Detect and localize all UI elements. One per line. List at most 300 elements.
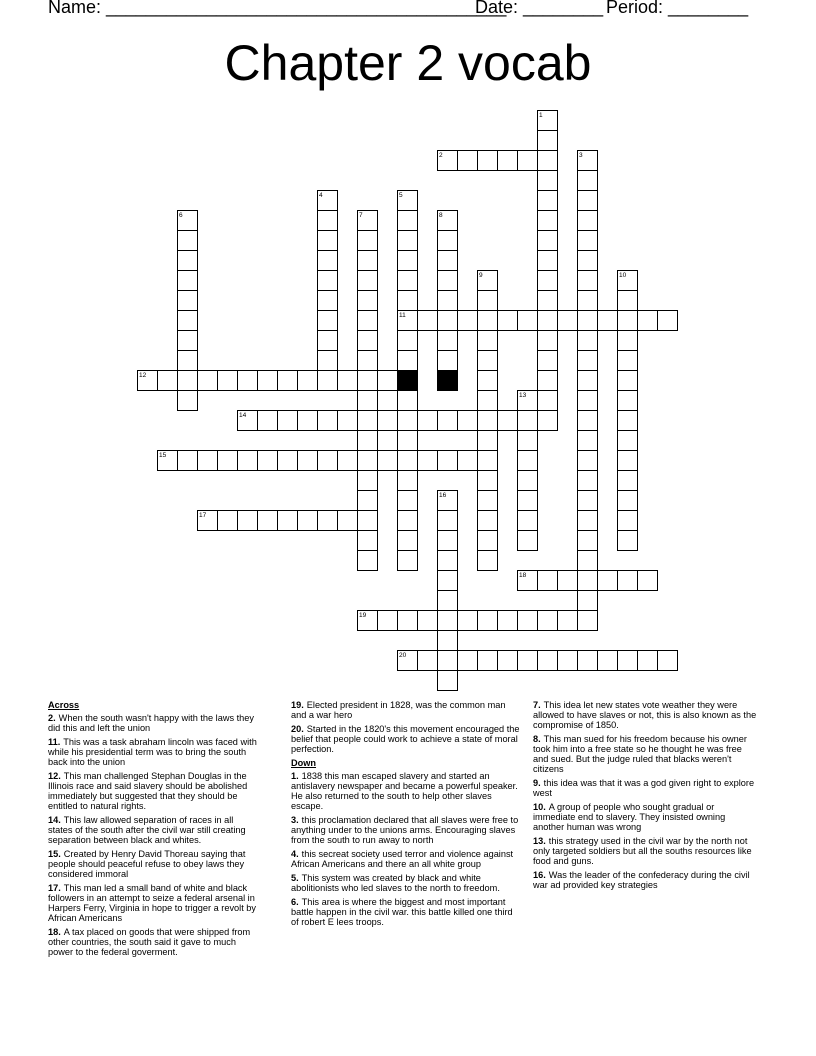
crossword-cell[interactable] (518, 451, 538, 471)
crossword-cell[interactable] (358, 311, 378, 331)
crossword-cell[interactable] (578, 591, 598, 611)
crossword-cell[interactable] (478, 531, 498, 551)
crossword-cell[interactable] (318, 331, 338, 351)
crossword-clue-number: 16 (439, 492, 447, 499)
crossword-cell[interactable] (178, 311, 198, 331)
clue-number: 2. (48, 713, 56, 723)
period-field[interactable]: Period: ________ (606, 0, 749, 17)
crossword-cell[interactable] (278, 511, 298, 531)
clue-number: 9. (533, 778, 541, 788)
crossword-cell[interactable] (358, 511, 378, 531)
crossword-cell[interactable] (538, 131, 558, 151)
crossword-cell[interactable] (538, 311, 558, 331)
crossword-cell[interactable] (438, 291, 458, 311)
crossword-cell[interactable] (438, 531, 458, 551)
crossword-cell[interactable] (358, 211, 378, 231)
crossword-cell[interactable] (438, 311, 458, 331)
clue-text: This man challenged Stephan Douglas in the Illinois race and said slavery should be abolished immediately but suggested that they should be entitled to natural rights. (48, 771, 248, 811)
crossword-cell[interactable] (478, 491, 498, 511)
crossword-cell[interactable] (178, 251, 198, 271)
crossword-cell[interactable] (458, 311, 478, 331)
crossword-cell[interactable] (478, 331, 498, 351)
crossword-cell[interactable] (418, 411, 438, 431)
crossword-cell[interactable] (618, 411, 638, 431)
across-clue (291, 724, 521, 754)
crossword-clue-number: 12 (139, 372, 147, 379)
clue-number: 13. (533, 836, 546, 846)
crossword-cell[interactable] (658, 651, 678, 671)
down-clue (533, 700, 758, 730)
crossword-cell[interactable] (358, 351, 378, 371)
crossword-cell[interactable] (478, 431, 498, 451)
crossword-clue-number: 8 (439, 212, 443, 219)
crossword-cell[interactable] (438, 411, 458, 431)
crossword-cell[interactable] (438, 251, 458, 271)
crossword-cell[interactable] (578, 171, 598, 191)
crossword-cell[interactable] (318, 211, 338, 231)
crossword-cell[interactable] (378, 371, 398, 391)
crossword-cell[interactable] (558, 611, 578, 631)
crossword-cell[interactable] (318, 291, 338, 311)
crossword-cell[interactable] (558, 571, 578, 591)
crossword-cell[interactable] (318, 191, 338, 211)
page-title: Chapter 2 vocab (224, 35, 592, 91)
crossword-cell[interactable] (578, 551, 598, 571)
crossword-cell[interactable] (338, 411, 358, 431)
clue-text: This idea let new states vote weather they were allowed to have slaves or not, this is also known as the compromise of 1850. (533, 700, 757, 730)
crossword-cell[interactable] (438, 551, 458, 571)
crossword-cell[interactable] (358, 271, 378, 291)
crossword-cell[interactable] (618, 571, 638, 591)
crossword-cell[interactable] (478, 311, 498, 331)
crossword-cell[interactable] (538, 651, 558, 671)
crossword-cell[interactable] (538, 351, 558, 371)
crossword-cell[interactable] (358, 411, 378, 431)
crossword-cell[interactable] (358, 551, 378, 571)
crossword-cell[interactable] (578, 251, 598, 271)
crossword-cell[interactable] (358, 331, 378, 351)
crossword-cell[interactable] (578, 371, 598, 391)
crossword-cell[interactable] (178, 271, 198, 291)
clue-text: this strategy used in the civil war by the north not only targeted soldiers but all the souths resources like food and guns. (533, 836, 752, 866)
crossword-cell[interactable] (578, 191, 598, 211)
crossword-cell[interactable] (438, 571, 458, 591)
crossword-cell[interactable] (518, 511, 538, 531)
crossword-cell[interactable] (318, 351, 338, 371)
crossword-cell[interactable] (478, 471, 498, 491)
clue-number: 11. (48, 737, 61, 747)
crossword-cell[interactable] (398, 251, 418, 271)
crossword-cell[interactable] (538, 211, 558, 231)
crossword-cell[interactable] (438, 651, 458, 671)
crossword-cell[interactable] (338, 451, 358, 471)
crossword-cell[interactable] (378, 411, 398, 431)
crossword-cell[interactable] (478, 271, 498, 291)
crossword-cell[interactable] (138, 371, 158, 391)
crossword-cell[interactable] (398, 491, 418, 511)
crossword-cell[interactable] (438, 491, 458, 511)
crossword-cell[interactable] (478, 151, 498, 171)
crossword-cell[interactable] (298, 451, 318, 471)
crossword-cell[interactable] (358, 491, 378, 511)
crossword-cell[interactable] (358, 451, 378, 471)
down-clue (291, 849, 521, 869)
crossword-cell[interactable] (398, 291, 418, 311)
clue-text: This man led a small band of white and black followers in an attempt to seize a federal arsenal in Harpers Ferry, Virginia in hope to trigger a revolt by African Americans (48, 883, 257, 923)
crossword-cell[interactable] (538, 411, 558, 431)
crossword-cell[interactable] (398, 411, 418, 431)
clue-text: This man sued for his freedom because his owner took him into a free state so he thought he was free and sued. But the judge ruled that blacks weren't citizens (533, 734, 747, 774)
crossword-cell[interactable] (578, 471, 598, 491)
crossword-cell[interactable] (498, 611, 518, 631)
crossword-cell[interactable] (578, 311, 598, 331)
name-field[interactable]: Name: ________________________________________ (48, 0, 507, 17)
crossword-cell[interactable] (578, 211, 598, 231)
crossword-cell[interactable] (298, 371, 318, 391)
clues-column-3 (533, 700, 758, 894)
down-clue (291, 815, 521, 845)
crossword-cell[interactable] (398, 451, 418, 471)
crossword-cell[interactable] (398, 351, 418, 371)
crossword-cell[interactable] (398, 231, 418, 251)
crossword-cell[interactable] (498, 651, 518, 671)
crossword-cell[interactable] (478, 551, 498, 571)
crossword-cell[interactable] (438, 151, 458, 171)
crossword-cell[interactable] (618, 271, 638, 291)
crossword-cell[interactable] (178, 291, 198, 311)
crossword-cell[interactable] (358, 391, 378, 411)
crossword-cell[interactable] (578, 391, 598, 411)
crossword-cell[interactable] (318, 411, 338, 431)
crossword-cell[interactable] (478, 511, 498, 531)
crossword-cell[interactable] (438, 511, 458, 531)
crossword-cell[interactable] (338, 511, 358, 531)
crossword-cell[interactable] (518, 411, 538, 431)
crossword-cell[interactable] (298, 511, 318, 531)
crossword-cell[interactable] (618, 311, 638, 331)
crossword-cell[interactable] (478, 411, 498, 431)
crossword-cell[interactable] (318, 271, 338, 291)
clue-text: this secreat society used terror and violence against African Americans and there an all white group (291, 849, 514, 869)
clue-text: This law allowed separation of races in all states of the south after the civil war still creating separation between black and whites. (48, 815, 246, 845)
crossword-cell[interactable] (178, 371, 198, 391)
crossword-cell[interactable] (438, 611, 458, 631)
crossword-cell[interactable] (338, 371, 358, 391)
crossword-cell[interactable] (538, 371, 558, 391)
clue-number: 8. (533, 734, 541, 744)
crossword-clue-number: 3 (579, 152, 583, 159)
crossword-cell[interactable] (358, 611, 378, 631)
crossword-cell[interactable] (438, 671, 458, 691)
crossword-clue-number: 11 (399, 312, 406, 319)
crossword-cell[interactable] (538, 611, 558, 631)
crossword-cell[interactable] (438, 331, 458, 351)
crossword-cell[interactable] (518, 151, 538, 171)
crossword-cell[interactable] (358, 471, 378, 491)
crossword-cell[interactable] (178, 231, 198, 251)
crossword-cell[interactable] (618, 351, 638, 371)
crossword-cell[interactable] (478, 291, 498, 311)
crossword-cell[interactable] (318, 231, 338, 251)
crossword-cell[interactable] (618, 371, 638, 391)
crossword-cell[interactable] (238, 411, 258, 431)
clue-number: 5. (291, 873, 299, 883)
clues-column-2 (291, 700, 521, 931)
crossword-cell[interactable] (398, 331, 418, 351)
crossword-cell[interactable] (378, 611, 398, 631)
crossword-cell[interactable] (418, 651, 438, 671)
crossword-cell[interactable] (538, 271, 558, 291)
across-clue (48, 737, 258, 767)
crossword-cell[interactable] (278, 371, 298, 391)
crossword-cell[interactable] (578, 291, 598, 311)
across-clue (48, 927, 258, 957)
crossword-cell[interactable] (398, 211, 418, 231)
crossword-cell[interactable] (178, 391, 198, 411)
crossword-cell[interactable] (518, 311, 538, 331)
crossword-cell[interactable] (158, 371, 178, 391)
crossword-cell[interactable] (478, 371, 498, 391)
crossword-cell[interactable] (258, 411, 278, 431)
crossword-cell[interactable] (218, 451, 238, 471)
crossword-cell[interactable] (418, 451, 438, 471)
crossword-cell[interactable] (618, 491, 638, 511)
crossword-cell[interactable] (178, 331, 198, 351)
crossword-cell[interactable] (178, 211, 198, 231)
crossword-cell[interactable] (438, 271, 458, 291)
crossword-cell[interactable] (478, 451, 498, 471)
crossword-cell[interactable] (578, 231, 598, 251)
crossword-cell[interactable] (458, 611, 478, 631)
crossword-cell[interactable] (398, 431, 418, 451)
down-heading: Down (291, 758, 317, 768)
crossword-cell[interactable] (258, 511, 278, 531)
crossword-cell[interactable] (378, 451, 398, 471)
crossword-cell[interactable] (578, 571, 598, 591)
crossword-cell[interactable] (358, 531, 378, 551)
crossword-cell[interactable] (578, 431, 598, 451)
crossword-cell[interactable] (578, 451, 598, 471)
crossword-cell[interactable] (398, 551, 418, 571)
crossword-cell[interactable] (238, 371, 258, 391)
crossword-cell[interactable] (538, 291, 558, 311)
crossword-cell[interactable] (198, 371, 218, 391)
crossword-cell[interactable] (478, 651, 498, 671)
crossword-cell[interactable] (518, 651, 538, 671)
crossword-cell[interactable] (438, 231, 458, 251)
crossword-cell[interactable] (438, 211, 458, 231)
clue-text: This system was created by black and white abolitionists who led slaves to the north to freedom. (291, 873, 500, 893)
crossword-clue-number: 2 (439, 152, 443, 159)
crossword-clue-number: 10 (619, 272, 627, 279)
crossword-cell[interactable] (218, 511, 238, 531)
across-clue (48, 883, 258, 923)
crossword-cell[interactable] (578, 411, 598, 431)
date-field[interactable]: Date: ________ (475, 0, 604, 17)
crossword-clue-number: 4 (319, 192, 323, 199)
crossword-clue-number: 17 (199, 512, 207, 519)
crossword-clue-number: 13 (519, 392, 527, 399)
clue-text: This was a task abraham lincoln was faced with while his presidential term was to bring the south back into the union (48, 737, 257, 767)
crossword-cell[interactable] (558, 311, 578, 331)
crossword-cell[interactable] (438, 451, 458, 471)
crossword-cell[interactable] (618, 471, 638, 491)
crossword-cell[interactable] (618, 511, 638, 531)
crossword-cell[interactable] (578, 491, 598, 511)
crossword-cell[interactable] (618, 651, 638, 671)
crossword-cell[interactable] (538, 231, 558, 251)
crossword-cell[interactable] (318, 451, 338, 471)
crossword-cell[interactable] (398, 651, 418, 671)
crossword-cell[interactable] (398, 531, 418, 551)
crossword-cell[interactable] (538, 571, 558, 591)
crossword-cell[interactable] (538, 251, 558, 271)
crossword-cell[interactable] (358, 251, 378, 271)
crossword-cell[interactable] (418, 611, 438, 631)
crossword-cell[interactable] (318, 511, 338, 531)
down-clue (533, 734, 758, 774)
crossword-cell[interactable] (518, 431, 538, 451)
crossword-cell[interactable] (618, 531, 638, 551)
crossword-cell[interactable] (438, 591, 458, 611)
crossword-cell[interactable] (578, 651, 598, 671)
clue-number: 16. (533, 870, 546, 880)
crossword-cell[interactable] (358, 371, 378, 391)
clue-text: A tax placed on goods that were shipped from other countries, the south said it gave to much power to the federal goverment. (48, 927, 251, 957)
clues-column-1 (48, 700, 258, 961)
crossword-cell[interactable] (398, 311, 418, 331)
crossword-cell[interactable] (358, 231, 378, 251)
crossword-cell[interactable] (578, 271, 598, 291)
crossword-cell[interactable] (278, 411, 298, 431)
crossword-cell[interactable] (198, 451, 218, 471)
crossword-cell[interactable] (458, 151, 478, 171)
crossword-cell[interactable] (638, 571, 658, 591)
crossword-cell[interactable] (518, 491, 538, 511)
crossword-cell[interactable] (238, 511, 258, 531)
crossword-cell[interactable] (598, 571, 618, 591)
crossword-cell[interactable] (638, 651, 658, 671)
crossword-cell[interactable] (438, 631, 458, 651)
down-clue (533, 870, 758, 890)
crossword-cell[interactable] (218, 371, 238, 391)
crossword-black-cell (398, 371, 418, 391)
down-clue (533, 836, 758, 866)
clue-text: this proclamation declared that all slaves were free to anything under to the unions arms. Encouraging slaves from the south to run away to north (291, 815, 519, 845)
crossword-cell[interactable] (298, 411, 318, 431)
crossword-cell[interactable] (398, 191, 418, 211)
crossword-cell[interactable] (538, 331, 558, 351)
crossword-cell[interactable] (478, 351, 498, 371)
crossword-cell[interactable] (318, 371, 338, 391)
down-clue (291, 897, 521, 927)
clue-text: this idea was that it was a god given right to explore west (533, 778, 755, 798)
crossword-cell[interactable] (458, 451, 478, 471)
crossword-cell[interactable] (398, 511, 418, 531)
crossword-cell[interactable] (358, 291, 378, 311)
crossword-cell[interactable] (578, 511, 598, 531)
crossword-cell[interactable] (578, 351, 598, 371)
crossword-cell[interactable] (498, 411, 518, 431)
crossword-cell[interactable] (318, 311, 338, 331)
crossword-cell[interactable] (498, 151, 518, 171)
crossword-cell[interactable] (478, 391, 498, 411)
crossword-cell[interactable] (398, 271, 418, 291)
crossword-cell[interactable] (618, 331, 638, 351)
crossword-cell[interactable] (598, 651, 618, 671)
crossword-cell[interactable] (398, 471, 418, 491)
clue-number: 15. (48, 849, 61, 859)
crossword-cell[interactable] (178, 351, 198, 371)
clue-number: 4. (291, 849, 299, 859)
crossword-cell[interactable] (358, 431, 378, 451)
crossword-clue-number: 20 (399, 652, 407, 659)
crossword-cell[interactable] (258, 451, 278, 471)
clue-number: 18. (48, 927, 61, 937)
crossword-cell[interactable] (578, 611, 598, 631)
crossword-cell[interactable] (558, 651, 578, 671)
crossword-cell[interactable] (458, 651, 478, 671)
crossword-cell[interactable] (618, 431, 638, 451)
crossword-cell[interactable] (618, 391, 638, 411)
crossword-cell[interactable] (418, 311, 438, 331)
crossword-cell[interactable] (478, 611, 498, 631)
crossword-cell[interactable] (538, 111, 558, 131)
crossword-cell[interactable] (518, 611, 538, 631)
crossword-cell[interactable] (518, 571, 538, 591)
crossword-cell[interactable] (398, 391, 418, 411)
crossword-cell[interactable] (618, 451, 638, 471)
crossword-cell[interactable] (578, 531, 598, 551)
crossword-cell[interactable] (498, 311, 518, 331)
crossword-clue-number: 18 (519, 572, 527, 579)
crossword-cell[interactable] (538, 151, 558, 171)
crossword-cell[interactable] (438, 351, 458, 371)
across-clue (48, 815, 258, 845)
crossword-cell[interactable] (318, 251, 338, 271)
crossword-cell[interactable] (538, 191, 558, 211)
crossword-cell[interactable] (178, 451, 198, 471)
clue-number: 3. (291, 815, 299, 825)
crossword-cell[interactable] (198, 511, 218, 531)
crossword-cell[interactable] (618, 291, 638, 311)
crossword-cell[interactable] (578, 151, 598, 171)
across-clue (48, 771, 258, 811)
crossword-cell[interactable] (658, 311, 678, 331)
across-clue (48, 849, 258, 879)
crossword-cell[interactable] (398, 611, 418, 631)
crossword-cell[interactable] (518, 471, 538, 491)
crossword-cell[interactable] (598, 311, 618, 331)
crossword-clue-number: 9 (479, 272, 483, 279)
crossword-cell[interactable] (518, 391, 538, 411)
crossword-cell[interactable] (258, 371, 278, 391)
clue-number: 1. (291, 771, 299, 781)
crossword-cell[interactable] (638, 311, 658, 331)
crossword-cell[interactable] (158, 451, 178, 471)
down-clue (291, 771, 521, 811)
crossword-clue-number: 7 (359, 212, 363, 219)
crossword-cell[interactable] (538, 391, 558, 411)
clue-text: Started in the 1820's this movement encouraged the belief that people could work to achieve a state of moral perfection. (291, 724, 520, 754)
crossword-cell[interactable] (238, 451, 258, 471)
crossword-cell[interactable] (458, 411, 478, 431)
crossword-cell[interactable] (578, 331, 598, 351)
crossword-cell[interactable] (538, 171, 558, 191)
down-clue (291, 873, 521, 893)
crossword-cell[interactable] (518, 531, 538, 551)
crossword-cell[interactable] (278, 451, 298, 471)
